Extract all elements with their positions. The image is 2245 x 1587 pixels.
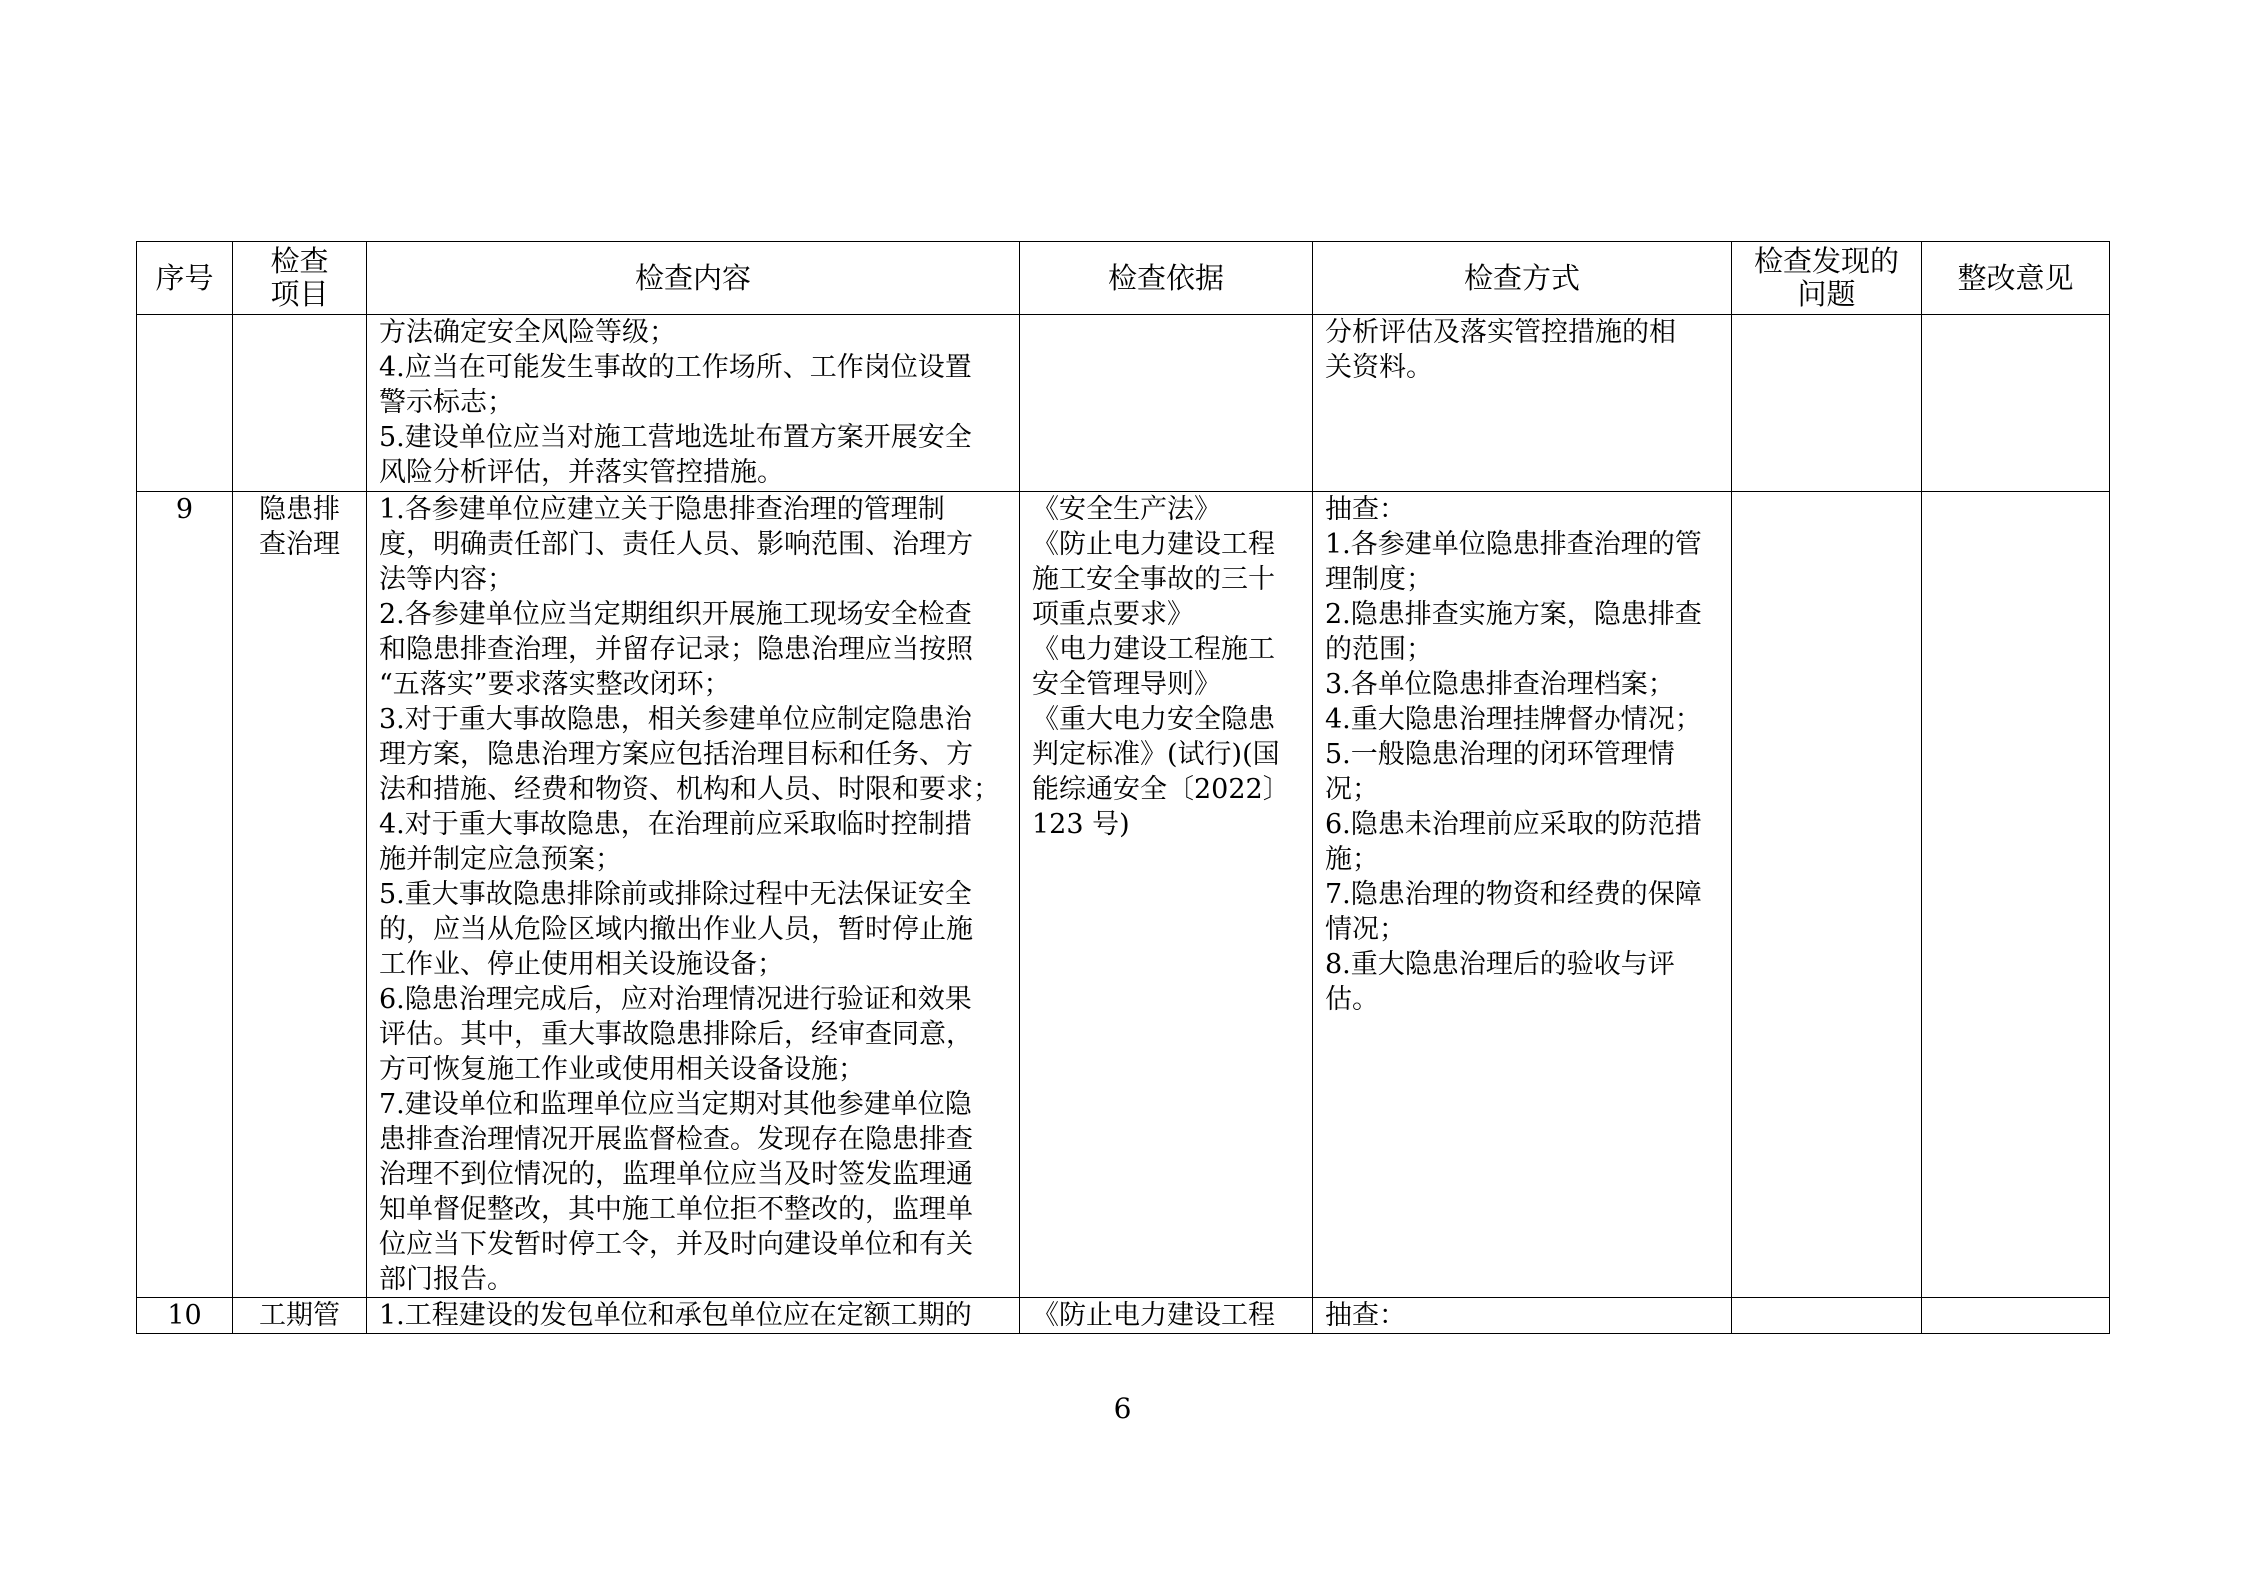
basis-line: 《重大电力安全隐患 — [1032, 704, 1275, 735]
inspection-table — [136, 241, 2110, 1334]
header-method: 检查方式 — [1313, 242, 1732, 315]
content-line: 理方案，隐患治理方案应包括治理目标和任务、方 — [379, 739, 973, 770]
method-line: 抽查： — [1325, 1300, 1406, 1331]
cell-item — [233, 315, 367, 492]
content-line: “五落实”要求落实整改闭环； — [379, 669, 731, 700]
content-line: 警示标志； — [379, 387, 514, 418]
cell-content — [367, 492, 1020, 1298]
method-line: 估。 — [1325, 984, 1379, 1015]
table-row-continued — [137, 315, 2110, 492]
item-line: 隐患排 — [259, 494, 340, 525]
page-number: 6 — [1113, 1392, 1132, 1425]
table-row-9 — [137, 492, 2110, 1298]
cell-content — [367, 315, 1020, 492]
method-line: 况； — [1325, 774, 1379, 805]
content-line: 7.建设单位和监理单位应当定期对其他参建单位隐 — [379, 1089, 972, 1120]
cell-finding — [1732, 492, 1922, 1298]
cell-finding — [1732, 315, 1922, 492]
method-line: 7.隐患治理的物资和经费的保障 — [1325, 879, 1702, 910]
basis-line: 123 号) — [1032, 809, 1130, 840]
content-line: 的，应当从危险区域内撤出作业人员，暂时停止施 — [379, 914, 973, 945]
method-line: 理制度； — [1325, 564, 1433, 595]
cell-seq: 10 — [137, 1298, 233, 1334]
content-line: 6.隐患治理完成后，应对治理情况进行验证和效果 — [379, 984, 972, 1015]
cell-rectification — [1922, 1298, 2110, 1334]
content-line: 施并制定应急预案； — [379, 844, 622, 875]
method-line: 1.各参建单位隐患排查治理的管 — [1325, 529, 1702, 560]
header-content: 检查内容 — [367, 242, 1020, 315]
content-line: 4.应当在可能发生事故的工作场所、工作岗位设置 — [379, 352, 972, 383]
cell-method — [1313, 492, 1732, 1298]
header-basis: 检查依据 — [1020, 242, 1313, 315]
content-line: 和隐患排查治理，并留存记录；隐患治理应当按照 — [379, 634, 973, 665]
method-line: 6.隐患未治理前应采取的防范措 — [1325, 809, 1702, 840]
content-line: 3.对于重大事故隐患，相关参建单位应制定隐患治 — [379, 704, 972, 735]
basis-line: 判定标准》(试行)(国 — [1032, 739, 1280, 770]
content-line: 治理不到位情况的，监理单位应当及时签发监理通 — [379, 1159, 973, 1190]
cell-finding — [1732, 1298, 1922, 1334]
method-line: 的范围； — [1325, 634, 1433, 665]
basis-line: 施工安全事故的三十 — [1032, 564, 1275, 595]
cell-seq — [137, 315, 233, 492]
method-line: 施； — [1325, 844, 1379, 875]
cell-seq: 9 — [137, 492, 233, 1298]
method-line: 情况； — [1325, 914, 1406, 945]
method-line: 8.重大隐患治理后的验收与评 — [1325, 949, 1675, 980]
basis-line: 《防止电力建设工程 — [1032, 529, 1275, 560]
header-row — [137, 242, 2110, 315]
basis-line: 《安全生产法》 — [1032, 494, 1221, 525]
method-line: 5.一般隐患治理的闭环管理情 — [1325, 739, 1675, 770]
item-line: 查治理 — [259, 529, 340, 560]
cell-rectification — [1922, 492, 2110, 1298]
content-line: 评估。其中，重大事故隐患排除后，经审查同意， — [379, 1019, 973, 1050]
content-line: 位应当下发暂时停工令，并及时向建设单位和有关 — [379, 1229, 973, 1260]
cell-item: 工期管 — [233, 1298, 367, 1334]
cell-method — [1313, 315, 1732, 492]
method-line: 分析评估及落实管控措施的相 — [1325, 317, 1676, 348]
basis-line: 《电力建设工程施工 — [1032, 634, 1275, 665]
basis-line: 项重点要求》 — [1032, 599, 1194, 630]
header-seq: 序号 — [137, 242, 233, 315]
content-line: 5.建设单位应当对施工营地选址布置方案开展安全 — [379, 422, 972, 453]
basis-line: 安全管理导则》 — [1032, 669, 1221, 700]
cell-method — [1313, 1298, 1732, 1334]
content-line: 4.对于重大事故隐患，在治理前应采取临时控制措 — [379, 809, 972, 840]
cell-basis — [1020, 492, 1313, 1298]
content-line: 法和措施、经费和物资、机构和人员、时限和要求； — [379, 774, 1000, 805]
cell-rectification — [1922, 315, 2110, 492]
header-item-line2: 项目 — [270, 277, 329, 311]
content-line: 5.重大事故隐患排除前或排除过程中无法保证安全 — [379, 879, 972, 910]
content-line: 方法确定安全风险等级； — [379, 317, 676, 348]
content-line: 方可恢复施工作业或使用相关设备设施； — [379, 1054, 865, 1085]
method-line: 3.各单位隐患排查治理档案； — [1325, 669, 1675, 700]
content-line: 部门报告。 — [379, 1264, 514, 1295]
content-line: 知单督促整改，其中施工单位拒不整改的，监理单 — [379, 1194, 973, 1225]
method-line: 关资料。 — [1325, 352, 1433, 383]
basis-line: 能综通安全〔2022〕 — [1032, 774, 1290, 805]
method-line: 4.重大隐患治理挂牌督办情况； — [1325, 704, 1702, 735]
header-finding — [1732, 242, 1922, 315]
table-row-10 — [137, 1298, 2110, 1334]
header-item — [233, 242, 367, 315]
cell-basis — [1020, 1298, 1313, 1334]
content-line: 工作业、停止使用相关设施设备； — [379, 949, 784, 980]
content-line: 1.工程建设的发包单位和承包单位应在定额工期的 — [379, 1300, 972, 1331]
header-item-line1: 检查 — [270, 244, 329, 278]
content-line: 2.各参建单位应当定期组织开展施工现场安全检查 — [379, 599, 972, 630]
content-line: 度，明确责任部门、责任人员、影响范围、治理方 — [379, 529, 973, 560]
cell-basis — [1020, 315, 1313, 492]
cell-content — [367, 1298, 1020, 1334]
content-line: 1.各参建单位应建立关于隐患排查治理的管理制 — [379, 494, 945, 525]
basis-line: 《防止电力建设工程 — [1032, 1300, 1275, 1331]
header-rectification: 整改意见 — [1922, 242, 2110, 315]
content-line: 法等内容； — [379, 564, 514, 595]
method-line: 抽查： — [1325, 494, 1406, 525]
header-finding-line2: 问题 — [1797, 277, 1856, 311]
cell-item — [233, 492, 367, 1298]
header-finding-line1: 检查发现的 — [1753, 244, 1899, 278]
content-line: 风险分析评估，并落实管控措施。 — [379, 457, 784, 488]
content-line: 患排查治理情况开展监督检查。发现存在隐患排查 — [379, 1124, 973, 1155]
method-line: 2.隐患排查实施方案，隐患排查 — [1325, 599, 1702, 630]
